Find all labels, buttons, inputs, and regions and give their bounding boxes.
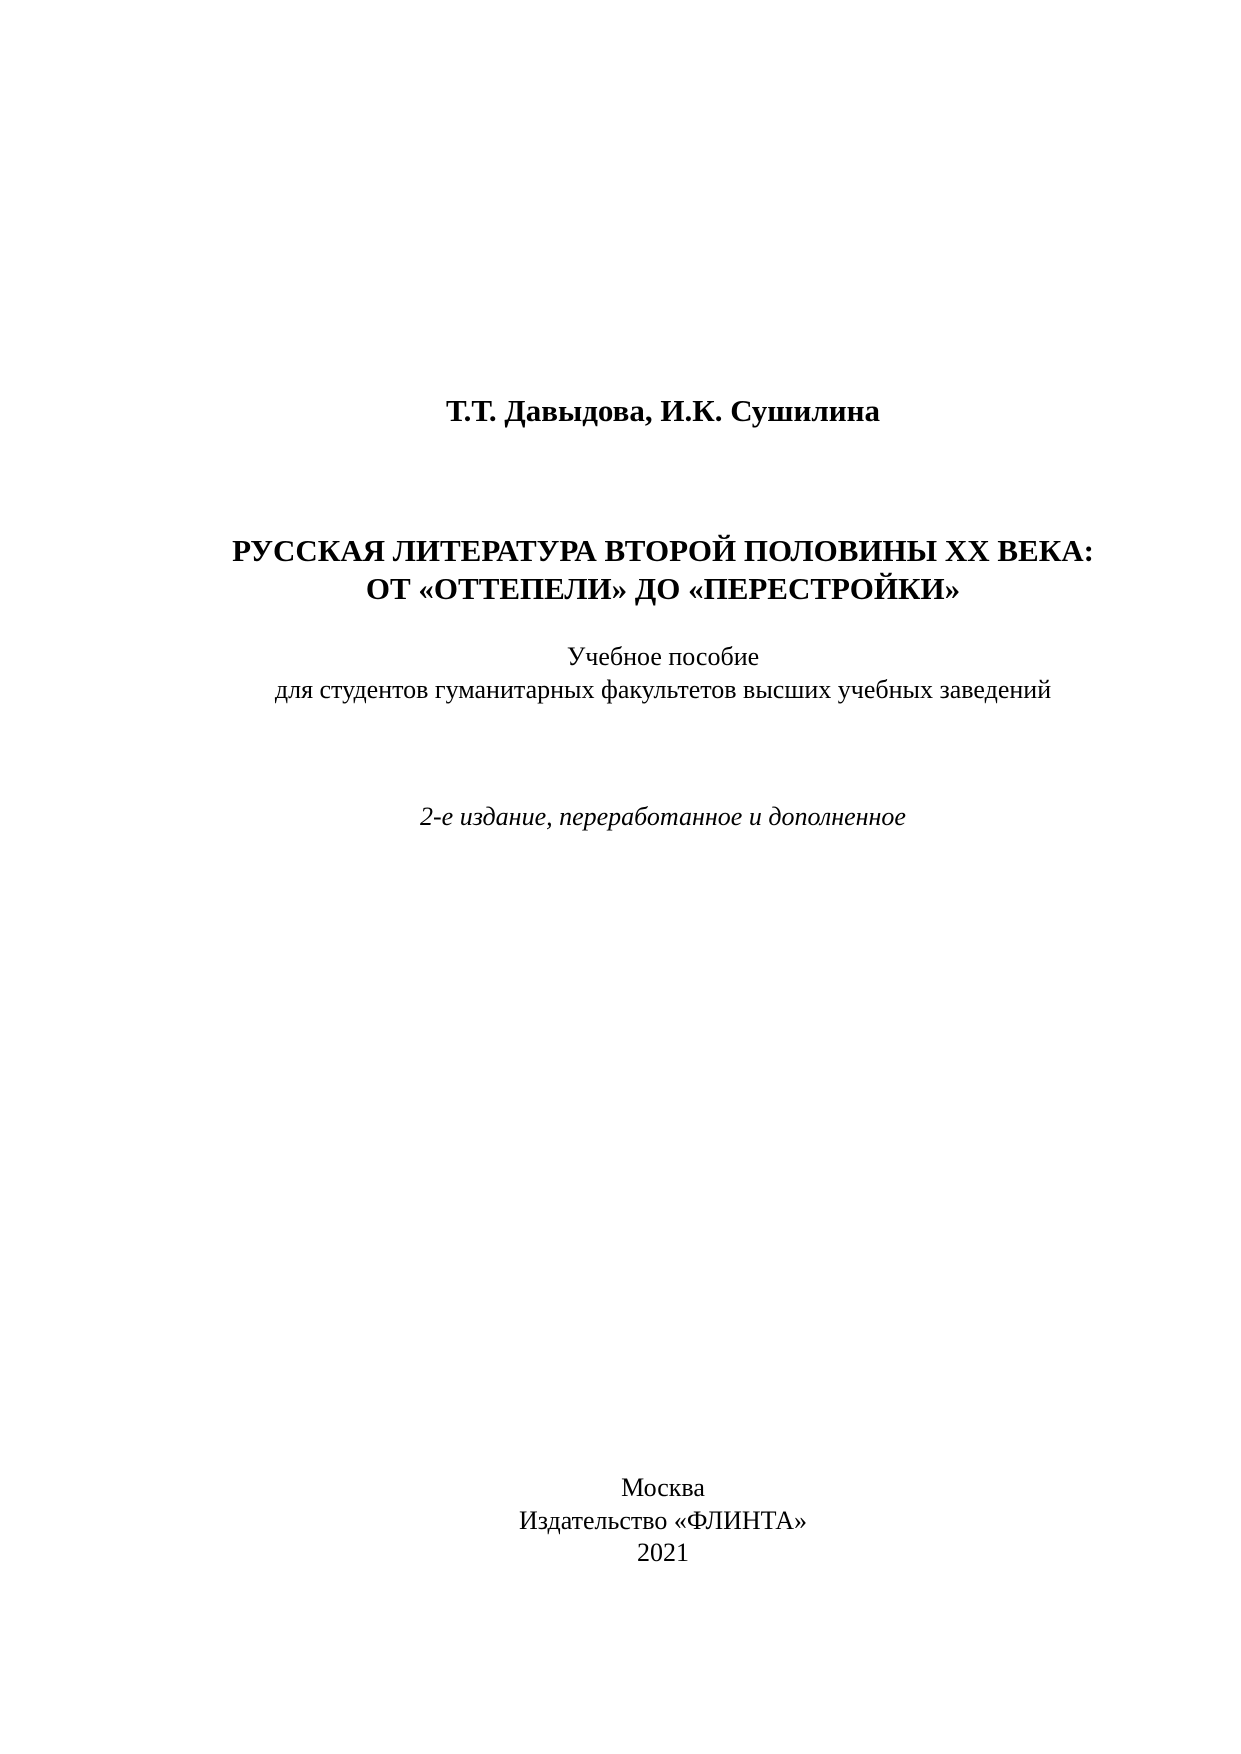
imprint-city: Москва (621, 1473, 705, 1502)
target-audience: для студентов гуманитарных факультетов высших учебных заведений (274, 675, 1052, 704)
edition-note: 2-е издание, переработанное и дополненное (420, 802, 906, 831)
book-title-line-2: ОТ «ОТТЕПЕЛИ» ДО «ПЕРЕСТРОЙКИ» (365, 571, 961, 606)
imprint-publisher: Издательство «ФЛИНТА» (518, 1506, 808, 1535)
book-title-line-1: РУССКАЯ ЛИТЕРАТУРА ВТОРОЙ ПОЛОВИНЫ XX ВЕКА: (232, 533, 1094, 568)
authors: Т.Т. Давыдова, И.К. Сушилина (446, 393, 880, 428)
book-type: Учебное пособие (566, 642, 760, 671)
imprint-year: 2021 (637, 1538, 689, 1567)
